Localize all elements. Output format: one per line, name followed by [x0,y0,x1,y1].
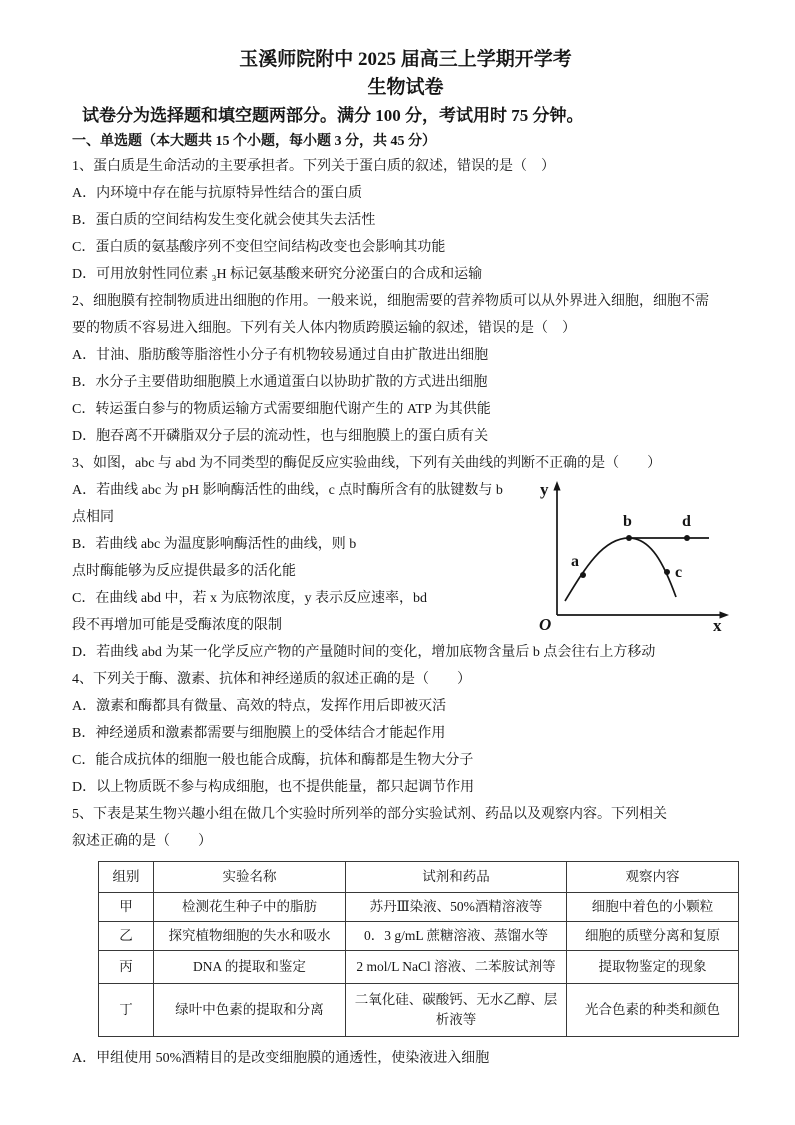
q2-stem-line2: 要的物质不容易进入细胞。下列有关人体内物质跨膜运输的叙述，错误的是（ ） [72,321,576,336]
q4-option-a: A．激素和酶都具有微量、高效的特点，发挥作用后即被灭活 [72,699,447,714]
table-header-observation: 观察内容 [567,862,739,893]
figure-label-b: b [623,513,632,530]
table-row-yi [99,922,739,951]
q3-option-a-line1: A．若曲线 abc 为 pH 影响酶活性的曲线，c 点时酶所含有的肽键数与 b [72,483,503,498]
q3-stem: 3、如图，abc 与 abd 为不同类型的酶促反应实验曲线，下列有关曲线的判断不正确的是（ ） [72,456,662,471]
table-cell: 探究植物细胞的失水和吸水 [154,922,346,951]
q1-option-d: D．可用放射性同位素 ₃H 标记氨基酸来研究分泌蛋白的合成和运输 [72,267,483,282]
figure-label-origin: O [539,615,552,632]
q2-option-a: A．甘油、脂肪酸等脂溶性小分子有机物较易通过自由扩散进出细胞 [72,348,489,363]
section-one-header: 一、单选题（本大题共 15 个小题，每小题 3 分，共 45 分） [72,134,436,149]
curve-abc [565,538,676,601]
figure-label-c: c [675,564,683,581]
figure-label-x: x [713,616,722,632]
figure-label-a: a [571,553,579,570]
point-c-dot [664,569,670,575]
question-4 [72,666,739,801]
table-cell: 细胞中着色的小颗粒 [567,893,739,922]
q1-stem: 1、蛋白质是生命活动的主要承担者。下列关于蛋白质的叙述，错误的是（ ） [72,159,555,174]
y-axis-arrow-icon [553,481,560,491]
experiment-table [98,861,739,1037]
figure-label-y: y [540,480,549,499]
q3-option-c-line2: 段不再增加可能是受酶浓度的限制 [72,618,282,633]
enzyme-curve-svg [537,476,733,632]
enzyme-curve-figure [537,476,733,632]
table-cell: 丙 [99,951,154,984]
table-row-ding [99,984,739,1037]
q1-option-c: C．蛋白质的氨基酸序列不变但空间结构改变也会影响其功能 [72,240,446,255]
q3-option-a-line2: 点相同 [72,510,114,525]
table-header-row [99,862,739,893]
point-d-dot [684,535,690,541]
point-a-dot [580,572,586,578]
point-b-dot [626,535,632,541]
question-1 [72,153,739,288]
q5-stem-line2: 叙述正确的是（ ） [72,834,212,849]
q2-option-d: D．胞吞离不开磷脂双分子层的流动性，也与细胞膜上的蛋白质有关 [72,429,489,444]
exam-title-line2: 生物试卷 [367,77,444,98]
exam-title-line1: 玉溪师院附中 2025 届高三上学期开学考 [239,49,572,70]
q2-stem-line1: 2、细胞膜有控制物质进出细胞的作用。一般来说，细胞需要的营养物质可以从外界进入细胞，细胞不需 [72,294,709,309]
q1-option-b: B．蛋白质的空间结构发生变化就会使其失去活性 [72,213,376,228]
table-cell: 光合色素的种类和颜色 [567,984,739,1037]
table-header-group: 组别 [99,862,154,893]
q3-option-d: D．若曲线 abd 为某一化学反应产物的产量随时间的变化，增加底物含量后 b 点会往右上方移动 [72,645,656,660]
q2-option-c: C．转运蛋白参与的物质运输方式需要细胞代谢产生的 ATP 为其供能 [72,402,491,417]
table-header-experiment-name: 实验名称 [154,862,346,893]
table-cell: 乙 [99,922,154,951]
q5-stem-line1: 5、下表是某生物兴趣小组在做几个实验时所列举的部分实验试剂、药品以及观察内容。下列相关 [72,807,667,822]
q3-option-b-line1: B．若曲线 abc 为温度影响酶活性的曲线，则 b [72,537,357,552]
table-cell: 甲 [99,893,154,922]
table-cell: 检测花生种子中的脂肪 [154,893,346,922]
question-5 [72,801,739,1072]
table-cell: 丁 [99,984,154,1037]
q2-option-b: B．水分子主要借助细胞膜上水通道蛋白以协助扩散的方式进出细胞 [72,375,488,390]
question-3 [72,450,739,666]
table-cell: 细胞的质壁分离和复原 [567,922,739,951]
table-cell: 绿叶中色素的提取和分离 [154,984,346,1037]
table-cell: 苏丹Ⅲ染液、50%酒精溶液等 [346,893,567,922]
exam-intro-line: 试卷分为选择题和填空题两部分。满分 100 分，考试用时 75 分钟。 [82,106,584,125]
question-2 [72,288,739,450]
figure-label-d: d [682,513,691,530]
q3-option-c-line1: C．在曲线 abd 中，若 x 为底物浓度，y 表示反应速率，bd [72,591,428,606]
table-header-reagents: 试剂和药品 [346,862,567,893]
table-row-bing [99,951,739,984]
q1-option-a: A．内环境中存在能与抗原特异性结合的蛋白质 [72,186,363,201]
table-cell: 2 mol/L NaCl 溶液、二苯胺试剂等 [346,951,567,984]
table-cell: 二氧化硅、碳酸钙、无水乙醇、层析液等 [346,984,567,1037]
table-cell: 0．3 g/mL 蔗糖溶液、蒸馏水等 [346,922,567,951]
table-cell: DNA 的提取和鉴定 [154,951,346,984]
table-row-jia [99,893,739,922]
q4-option-d: D．以上物质既不参与构成细胞，也不提供能量，都只起调节作用 [72,780,475,795]
q4-option-c: C．能合成抗体的细胞一般也能合成酶，抗体和酶都是生物大分子 [72,753,474,768]
q4-stem: 4、下列关于酶、激素、抗体和神经递质的叙述正确的是（ ） [72,672,471,687]
q5-option-a: A．甲组使用 50%酒精目的是改变细胞膜的通透性，使染液进入细胞 [72,1051,490,1066]
q3-option-b-line2: 点时酶能够为反应提供最多的活化能 [72,564,296,579]
table-cell: 提取物鉴定的现象 [567,951,739,984]
q4-option-b: B．神经递质和激素都需要与细胞膜上的受体结合才能起作用 [72,726,446,741]
